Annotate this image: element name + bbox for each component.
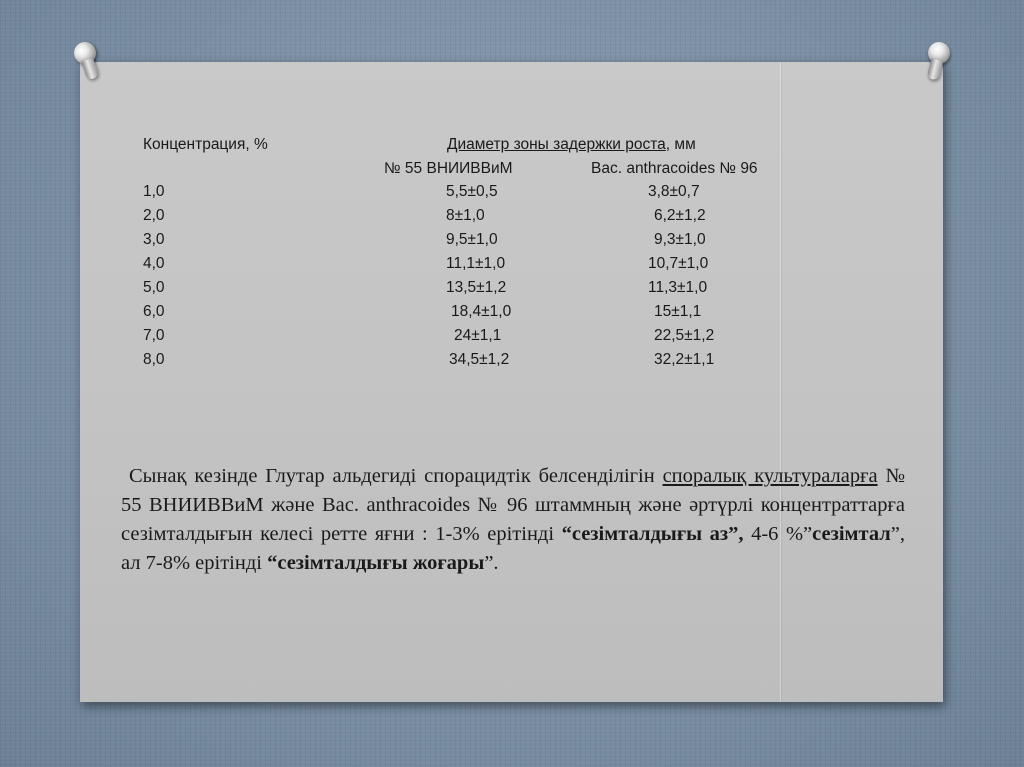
subheader-strain-a: № 55 ВНИИВВиМ (384, 160, 513, 177)
row-6-strain-a: 18,4±1,0 (451, 303, 512, 320)
paper-sheet (80, 62, 943, 702)
row-5-strain-a: 13,5±1,2 (446, 279, 507, 296)
paragraph-text-3: 4-6 %” (743, 523, 813, 545)
header-diameter-unit: , мм (665, 136, 696, 153)
row-4-strain-b: 10,7±1,0 (648, 255, 709, 272)
header-diameter (447, 136, 696, 154)
row-6-strain-b: 15±1,1 (654, 303, 702, 320)
row-5-strain-b: 11,3±1,0 (648, 279, 708, 296)
thumbtack-right-icon (926, 40, 953, 67)
paragraph-text-5: ”. (484, 552, 499, 574)
row-4-concentration: 4,0 (143, 255, 165, 272)
row-3-strain-b: 9,3±1,0 (654, 231, 706, 248)
row-2-concentration: 2,0 (143, 207, 165, 224)
row-7-strain-b: 22,5±1,2 (654, 327, 715, 344)
row-4-strain-a: 11,1±1,0 (446, 255, 506, 272)
paragraph-bold-high: “сезімталдығы жоғары (267, 552, 485, 574)
paragraph-bold-low: “сезімталдығы аз”, (561, 523, 744, 545)
row-2-strain-b: 6,2±1,2 (654, 207, 706, 224)
row-3-concentration: 3,0 (143, 231, 165, 248)
paragraph-underlined-term: споралық культураларға (662, 465, 878, 487)
row-1-strain-a: 5,5±0,5 (446, 183, 498, 200)
row-8-strain-b: 32,2±1,1 (654, 351, 715, 368)
row-1-strain-b: 3,8±0,7 (648, 183, 700, 200)
row-6-concentration: 6,0 (143, 303, 165, 320)
row-2-strain-a: 8±1,0 (446, 207, 485, 224)
row-7-strain-a: 24±1,1 (454, 327, 502, 344)
header-diameter-underlined: Диаметр зоны задержки роста (447, 136, 666, 153)
paragraph-bold-medium: сезімтал (812, 523, 891, 545)
row-1-concentration: 1,0 (143, 183, 165, 200)
paragraph-text-2: № 55 ВНИИВВиМ және Bac. anthracoides № 96 штаммның және әртүрлі концентраттарға сезімталдығын келесі ретте яғни : 1-3% ерітінді (121, 465, 905, 545)
paragraph-text-4: ”, ал 7-8% ерітінді (121, 523, 905, 574)
subheader-strain-b: Bac. anthracoides № 96 (591, 160, 758, 177)
conclusion-paragraph (121, 462, 905, 578)
row-8-strain-a: 34,5±1,2 (449, 351, 510, 368)
paper-fold-line (780, 62, 781, 702)
header-concentration: Концентрация, % (143, 136, 268, 153)
row-5-concentration: 5,0 (143, 279, 165, 296)
row-7-concentration: 7,0 (143, 327, 165, 344)
thumbtack-left-icon (71, 39, 99, 67)
row-3-strain-a: 9,5±1,0 (446, 231, 498, 248)
paragraph-text-1: Сынақ кезінде Глутар альдегиді спорацидтік белсенділігін (129, 465, 663, 487)
row-8-concentration: 8,0 (143, 351, 165, 368)
